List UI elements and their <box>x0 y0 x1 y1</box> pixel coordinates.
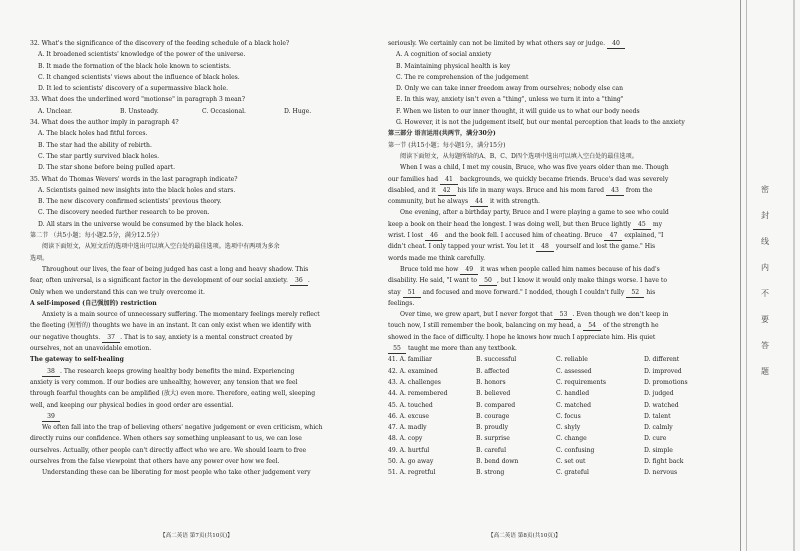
option: C. set out <box>556 457 586 465</box>
paragraph-line <box>30 411 370 422</box>
option: C. change <box>556 435 587 443</box>
paragraph-line: 38 . The research keeps growing healthy body benefits the mind. Experiencing <box>30 366 370 377</box>
paragraph-line: touch now, I still remember the book, balancing on my head, a 54 of the strength he <box>388 322 659 330</box>
question-34: 34. What does the author imply in paragraph 4? <box>30 119 179 127</box>
option: F. When we listen to our inner thought, it will guide us to what our body needs <box>396 107 640 115</box>
option: 44. A. remembered <box>388 390 448 398</box>
paragraph-line: through fearful thoughts can be amplified (放大) even more. Therefore, eating well, sleeping <box>30 390 316 398</box>
paragraph-line: ourselves from the false viewpoint that others have any power over how we feel. <box>30 457 280 465</box>
seal-char: 线 <box>761 237 769 246</box>
option: D. fight back <box>644 457 684 465</box>
option: 48. A. copy <box>388 435 423 443</box>
paragraph-line: our families had 41 backgrounds, we quickly became friends. Bruce's dad was severely <box>388 175 669 183</box>
option: D. different <box>644 356 680 364</box>
option: B. surprise <box>476 435 510 443</box>
option: D. The star shone before being pulled apart. <box>38 164 176 172</box>
options-row <box>388 422 718 433</box>
option: 50. A. go away <box>388 457 434 465</box>
section-heading: 第二节 （共5小题；每小题2.5分，满分12.5分） <box>30 232 163 240</box>
question-35: 35. What do Thomas Wevers' words in the last paragraph indicate? <box>30 175 238 183</box>
seal-char: 封 <box>761 211 769 220</box>
option: C. handled <box>556 390 590 398</box>
paragraph-line: Understanding these can be liberating for most people who take other judgement very <box>42 469 311 477</box>
seal-char: 内 <box>761 263 769 272</box>
answer-options <box>388 354 718 478</box>
option: C. requirements <box>556 378 607 386</box>
blank-52: 52 <box>626 289 644 298</box>
paragraph-line: One evening, after a birthday party, Bruce and I were playing a game to see who could <box>400 209 669 217</box>
page-footer-right: 【高二英语 第8页(共10页)】 <box>488 533 561 539</box>
options-row <box>388 456 718 467</box>
option: 49. A. hurtful <box>388 446 430 454</box>
option: C. shyly <box>556 424 581 432</box>
option: D. talent <box>644 412 671 420</box>
option: B. Maintaining physical health is key <box>396 62 511 70</box>
option: D. improved <box>644 367 682 375</box>
blank-37: 37 <box>102 334 120 343</box>
option: D. watched <box>644 401 679 409</box>
blank-38: 38 <box>42 368 60 377</box>
option: C. confusing <box>556 446 595 454</box>
option: D. calmly <box>644 424 673 432</box>
option: B. compared <box>476 401 516 409</box>
blank-50: 50 <box>479 277 497 286</box>
blank-36: 36 <box>290 277 308 286</box>
binding-line-inner <box>746 0 747 551</box>
right-column <box>388 38 718 479</box>
option: A. A cognition of social anxiety <box>396 51 492 59</box>
paragraph-line: directly ruins our confidence. When others say something unpleasant to us, we can lose <box>30 435 302 443</box>
paragraph-line: We often fall into the trap of believing others' negative judgement or even criticism, which <box>42 424 323 432</box>
option: B. proudly <box>476 424 509 432</box>
section-heading: 第一节 (共15小题；每小题1分，满分15分) <box>388 141 506 149</box>
blank-49: 49 <box>460 266 478 275</box>
option: 41. A. familiar <box>388 356 432 364</box>
paragraph-line: Bruce told me how 49 it was when people called him names because of his dad's <box>400 265 660 273</box>
option: B. The new discovery confirmed scientists' previous theory. <box>38 198 222 206</box>
paragraph-line: words made me think carefully. <box>388 254 486 262</box>
question-32: 32. What's the significance of the discovery of the feeding schedule of a black hole? <box>30 40 290 47</box>
option: C. assessed <box>556 367 592 375</box>
instruction: 选项。 <box>30 254 49 262</box>
option: D. Huge. <box>284 107 312 115</box>
blank-53: 53 <box>554 311 572 320</box>
paragraph-line: feelings. <box>388 299 415 307</box>
option: D. It led to scientists' discovery of a supermassive black hole. <box>38 85 229 93</box>
blank-55: 55 <box>388 345 406 354</box>
blank-45: 45 <box>633 221 651 230</box>
option: G. However, it is not the judgement itself, but our mental perception that leads to the anxiety <box>396 119 685 127</box>
option: E. In this way, anxiety isn't even a "thing", unless we turn it into a "thing" <box>396 96 624 104</box>
option: C. matched <box>556 401 592 409</box>
blank-41: 41 <box>440 176 458 185</box>
option: B. The star had the ability of rebirth. <box>38 141 152 149</box>
option: B. affected <box>476 367 510 375</box>
paragraph-line: community, but he always 44 it with strength. <box>388 198 540 206</box>
option: 45. A. touched <box>388 401 433 409</box>
option: 51. A. regretful <box>388 469 436 477</box>
options-row <box>388 445 718 456</box>
blank-47: 47 <box>604 232 622 241</box>
section-heading: 第三部分 语言运用(共两节，满分30分) <box>388 130 496 138</box>
option: C. The star partly survived black holes. <box>38 152 160 160</box>
subheading: A self-imposed (自己强加的) restriction <box>30 299 157 307</box>
paragraph-line: well, and keeping our physical bodies in good order are essential. <box>30 401 234 409</box>
option: D. Only we can take inner freedom away from ourselves; nobody else can <box>396 85 624 93</box>
options-row <box>388 467 718 478</box>
option: B. believed <box>476 390 511 398</box>
paragraph-line: When I was a child, I met my cousin, Bruce, who was five years older than me. Though <box>400 164 669 172</box>
option: B. It made the formation of the black hole known to scientists. <box>38 62 231 70</box>
subheading: The gateway to self-healing <box>30 356 124 364</box>
option: B. Unsteady. <box>120 107 159 115</box>
option: B. successful <box>476 356 517 364</box>
option: D. simple <box>644 446 673 454</box>
options-row <box>388 411 718 422</box>
option: C. It changed scientists' views about the influence of black holes. <box>38 73 240 81</box>
paragraph-line: 55 taught me more than any textbook. <box>388 343 718 354</box>
paragraph-line: Throughout our lives, the fear of being judged has cast a long and heavy shadow. This <box>42 265 309 273</box>
option: 42. A. examined <box>388 367 438 375</box>
options-row <box>388 388 718 399</box>
blank-54: 54 <box>583 322 601 331</box>
paragraph-line: the fleeting (短暂的) thoughts we have in an instant. It can only exist when we identify with <box>30 322 312 330</box>
seal-char: 答 <box>761 341 769 350</box>
option: B. strong <box>476 469 505 477</box>
option: A. Unclear. <box>38 107 73 115</box>
binding-line <box>740 0 741 551</box>
option: C. focus <box>556 412 581 420</box>
option: A. Scientists gained new insights into the black holes and stars. <box>38 186 236 194</box>
paragraph-line: ourselves, not an unavoidable emotion. <box>30 345 152 353</box>
blank-39: 39 <box>42 413 60 422</box>
instruction: 阅读下面短文，从每题所给的A、B、C、D四个选项中选出可以填入空白处的最佳选项。 <box>400 152 638 160</box>
blank-48: 48 <box>536 243 554 252</box>
paragraph-line: anxiety is very common. If our bodies are unhealthy, however, any tension that we feel <box>30 378 298 386</box>
option: A. The black holes had fitful forces. <box>38 130 148 138</box>
blank-42: 42 <box>438 187 456 196</box>
options-row <box>388 433 718 444</box>
page-edge <box>793 0 795 551</box>
page-footer-left: 【高二英语 第7页(共10页)】 <box>160 533 233 539</box>
instruction: 阅读下面短文，从短文后的选项中选出可以填入空白处的最佳选项。选项中有两项为多余 <box>42 243 280 251</box>
blank-43: 43 <box>606 187 624 196</box>
options-row <box>388 400 718 411</box>
option: C. The re comprehension of the judgement <box>396 73 529 81</box>
option: 43. A. challenges <box>388 378 441 386</box>
option: C. The discovery needed further research to be proven. <box>38 209 210 217</box>
blank-46: 46 <box>425 232 443 241</box>
option: 46. A. excuse <box>388 412 430 420</box>
option: C. grateful <box>556 469 589 477</box>
option: C. Occasional. <box>202 107 246 115</box>
blank-51: 51 <box>403 289 421 298</box>
paragraph-line: seriously. We certainly can not be limited by what others say or judge. 40 <box>388 38 718 49</box>
paragraph-line: our negative thoughts. 37 . That is to say, anxiety is a mental construct created by <box>30 333 293 341</box>
option: A. It broadened scientists' knowledge of the power of the universe. <box>38 51 246 59</box>
options-row <box>388 377 718 388</box>
paragraph-line: ourselves. Actually, other people can't directly affect who we are. We should learn to free <box>30 446 307 454</box>
paragraph-line: fear, often universal, is a significant factor in the development of our social anxiety. 36 . <box>30 277 310 285</box>
option: B. careful <box>476 446 507 454</box>
option: D. All stars in the universe would be consumed by the black holes. <box>38 220 244 228</box>
option: B. courage <box>476 412 510 420</box>
seal-char: 要 <box>761 315 769 324</box>
seal-char: 不 <box>761 289 769 298</box>
paragraph-line: Anxiety is a main source of unnecessary suffering. The momentary feelings merely reflect <box>42 311 320 319</box>
options-row <box>388 354 718 365</box>
paragraph-line: stay 51 and focused and move forward." I nodded, though I couldn't fully 52 his <box>388 288 656 296</box>
question-33-options <box>30 106 370 117</box>
seal-notice <box>759 186 771 394</box>
blank-40: 40 <box>607 40 625 49</box>
option: D. nervous <box>644 469 678 477</box>
paragraph-line: wrist. I lost 46 and the book fell. I accused him of cheating. Bruce 47 explained, "I <box>388 232 664 240</box>
option: C. reliable <box>556 356 588 364</box>
paragraph-line: Over time, we grew apart, but I never forgot that 53 . Even though we don't keep in <box>400 311 669 319</box>
option: D. cure <box>644 435 667 443</box>
blank-44: 44 <box>470 198 488 207</box>
option: B. bend down <box>476 457 519 465</box>
option: D. judged <box>644 390 674 398</box>
options-row <box>388 366 718 377</box>
paragraph-line: disabled, and it 42 his life in many ways. Bruce and his mom fared 43 from the <box>388 186 653 194</box>
left-column <box>30 38 370 479</box>
seal-char: 密 <box>761 185 769 194</box>
option: D. promotions <box>644 378 688 386</box>
question-33: 33. What does the underlined word "motionse" in paragraph 3 mean? <box>30 96 246 104</box>
paragraph-line: Only when we understand this can we truly overcome it. <box>30 288 205 296</box>
option: B. honors <box>476 378 506 386</box>
paragraph-line: disability. He said, "I want to 50 , but I know it would only make things worse. I have to <box>388 277 668 285</box>
option: 47. A. madly <box>388 424 427 432</box>
paragraph-line: showed in the face of difficulty. I hope he knows how much I appreciate him. His quiet <box>388 333 656 341</box>
paragraph-line: didn't cheat. I only tapped your wrist. You let it 48 yourself and lost the game." His <box>388 243 656 251</box>
seal-char: 题 <box>761 367 769 376</box>
paragraph-line: keep a book on their head the longest. I was doing well, but then Bruce lightly 45 my <box>388 220 663 228</box>
